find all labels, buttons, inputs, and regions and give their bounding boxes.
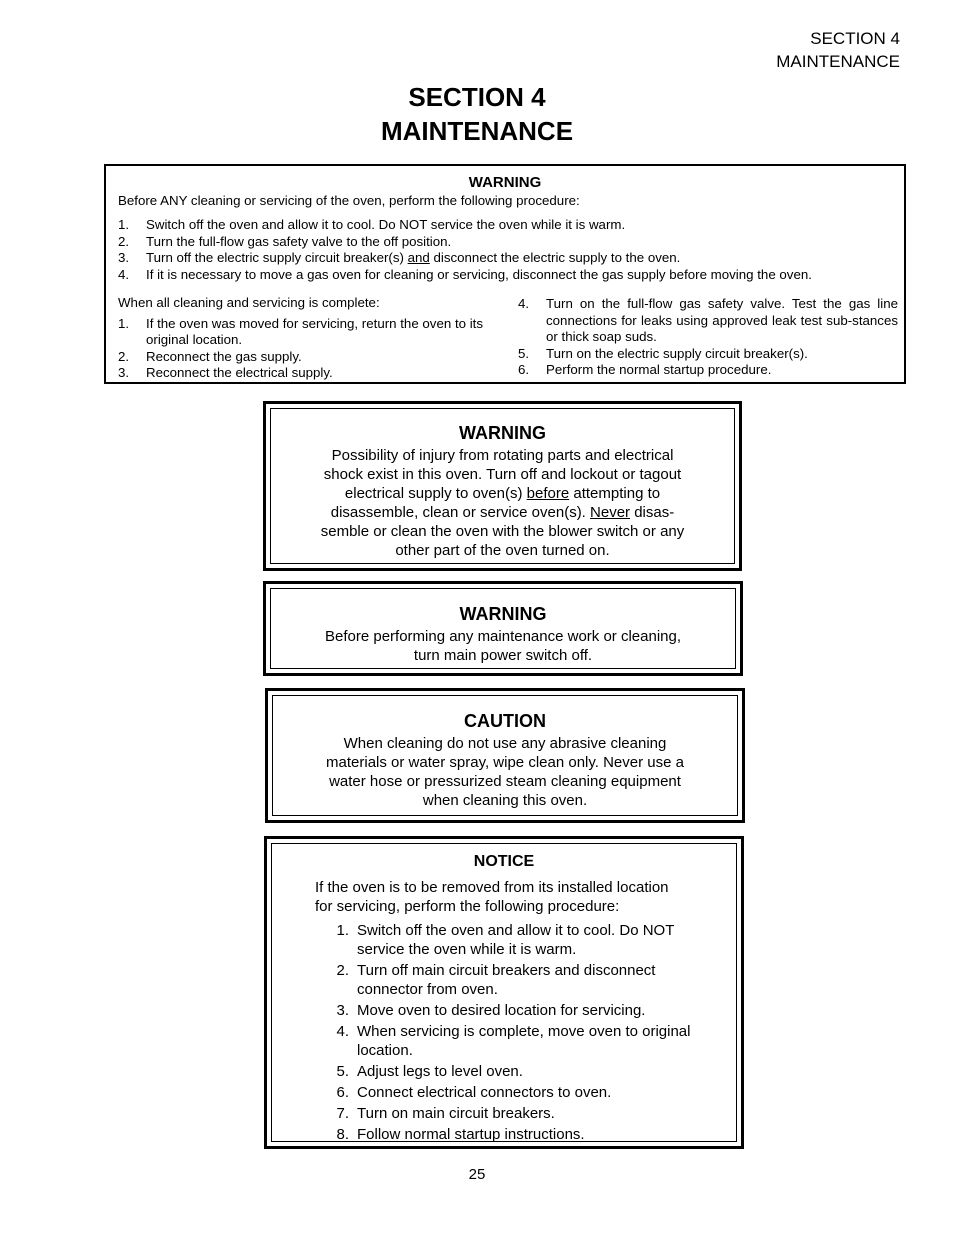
step-text xyxy=(357,1022,691,1060)
page-title-section: SECTION 4 xyxy=(408,82,546,112)
step-text: If the oven was moved for servicing, return the oven to its original location. xyxy=(146,315,484,347)
warning-intro: Before ANY cleaning or servicing of the oven, perform the following procedure: xyxy=(118,193,580,208)
text-segment: disas- xyxy=(630,504,675,521)
step-text-underlined: and xyxy=(407,250,430,265)
list-item xyxy=(118,316,500,349)
step-text-pre: Turn off the electric supply circuit breaker(s) xyxy=(146,250,408,265)
list-item xyxy=(319,1125,691,1144)
step-number: 6. xyxy=(336,1084,349,1101)
step-number: 2. xyxy=(118,233,130,249)
caution-line: when cleaning this oven. xyxy=(422,792,588,809)
step-text: Turn on the full-flow gas safety valve. Test the gas line connections for leaks using approved leak test sub-stances or thick soap suds. xyxy=(546,296,898,344)
step-text: Move oven to desired location for servicing. xyxy=(357,1002,646,1019)
step-text: Switch off the oven and allow it to cool. Do NOT service the oven while it is warm. xyxy=(146,217,626,232)
step-text xyxy=(357,921,674,959)
step-line: location. xyxy=(357,1042,413,1059)
text-segment: disassemble, clean or service oven(s). xyxy=(330,504,591,521)
caution-line: When cleaning do not use any abrasive cleaning xyxy=(343,735,667,752)
completion-steps-right xyxy=(518,296,898,379)
notice-title: NOTICE xyxy=(473,853,535,870)
list-item xyxy=(319,961,691,999)
caution-body xyxy=(268,734,742,810)
step-number: 7. xyxy=(336,1105,349,1122)
warning-body xyxy=(266,446,739,560)
running-header xyxy=(776,27,900,73)
warning-line: shock exist in this oven. Turn off and lockout or tagout xyxy=(323,466,682,483)
completion-steps-left xyxy=(118,295,500,382)
notice-intro xyxy=(315,878,669,916)
list-item xyxy=(319,1001,691,1020)
emphasis-never: Never xyxy=(590,504,631,521)
warning-title: WARNING xyxy=(459,423,546,443)
step-line: service the oven while it is warm. xyxy=(357,941,577,958)
step-text xyxy=(357,961,655,999)
warning-line: Possibility of injury from rotating parts and electrical xyxy=(331,447,674,464)
list-item xyxy=(118,250,898,267)
notice-intro-line: If the oven is to be removed from its installed location xyxy=(315,879,669,896)
list-item xyxy=(518,346,898,363)
list-item xyxy=(118,234,898,251)
list-item xyxy=(118,349,500,366)
warning-line: other part of the oven turned on. xyxy=(395,542,610,559)
warning-line xyxy=(266,503,739,522)
cleaning-warning-box xyxy=(104,164,906,384)
step-number: 2. xyxy=(118,348,130,364)
text-segment: electrical supply to oven(s) xyxy=(344,485,527,502)
list-item xyxy=(118,267,898,284)
rotating-parts-warning-box xyxy=(263,401,742,571)
cleaning-caution-box xyxy=(265,688,745,823)
list-item xyxy=(319,921,691,959)
relocation-notice-box xyxy=(264,836,744,1149)
step-number: 3. xyxy=(336,1002,349,1019)
warning-line: turn main power switch off. xyxy=(413,647,593,664)
step-number: 4. xyxy=(518,296,530,311)
step-text: Turn on the electric supply circuit breaker(s). xyxy=(546,345,808,361)
step-number: 1. xyxy=(118,217,130,232)
step-text: Perform the normal startup procedure. xyxy=(546,362,772,377)
warning-line: semble or clean the oven with the blower switch or any xyxy=(320,523,685,540)
running-header-title: MAINTENANCE xyxy=(776,52,900,71)
step-text: Reconnect the electrical supply. xyxy=(146,365,333,380)
warning-title: WARNING xyxy=(459,604,547,624)
step-line: Switch off the oven and allow it to cool. Do NOT xyxy=(357,922,675,939)
notice-steps xyxy=(319,921,691,1146)
list-item xyxy=(518,362,898,379)
warning-line xyxy=(266,484,739,503)
list-item xyxy=(118,217,898,234)
list-item xyxy=(118,365,500,382)
step-number: 1. xyxy=(336,922,349,939)
step-line: connector from oven. xyxy=(357,981,498,998)
emphasis-before: before xyxy=(526,485,570,502)
step-text: Connect electrical connectors to oven. xyxy=(357,1084,612,1101)
power-switch-warning-box xyxy=(263,581,743,676)
list-item xyxy=(319,1062,691,1081)
caution-title: CAUTION xyxy=(464,711,546,731)
notice-intro-line: for servicing, perform the following procedure: xyxy=(315,898,620,915)
step-number: 6. xyxy=(518,362,530,377)
cleaning-steps xyxy=(118,217,898,283)
step-number: 4. xyxy=(118,266,130,282)
step-text: Reconnect the gas supply. xyxy=(146,348,302,364)
running-header-section: SECTION 4 xyxy=(810,29,900,48)
step-number: 1. xyxy=(118,315,130,331)
list-item xyxy=(319,1104,691,1123)
text-segment: attempting to xyxy=(569,485,661,502)
caution-line: materials or water spray, wipe clean only. Never use a xyxy=(326,754,684,771)
step-number: 4. xyxy=(336,1023,349,1040)
step-number: 3. xyxy=(118,365,130,380)
page-title-maintenance: MAINTENANCE xyxy=(380,116,574,146)
step-text: Follow normal startup instructions. xyxy=(357,1126,585,1143)
completion-intro: When all cleaning and servicing is complete: xyxy=(118,295,380,310)
warning-body xyxy=(266,627,740,665)
list-item xyxy=(518,296,898,346)
step-number: 3. xyxy=(118,250,130,265)
step-number: 5. xyxy=(518,345,530,361)
step-text: If it is necessary to move a gas oven for cleaning or servicing, disconnect the gas supply before moving the oven. xyxy=(146,266,812,282)
step-text: Turn the full-flow gas safety valve to the off position. xyxy=(146,233,452,249)
page-title xyxy=(0,80,954,148)
warning-title: WARNING xyxy=(468,174,542,191)
page-number: 25 xyxy=(468,1166,486,1183)
step-number: 5. xyxy=(336,1063,349,1080)
step-text: Adjust legs to level oven. xyxy=(357,1063,523,1080)
caution-line: water hose or pressurized steam cleaning equipment xyxy=(329,773,681,790)
list-item xyxy=(319,1083,691,1102)
step-text xyxy=(146,250,680,267)
warning-line: Before performing any maintenance work or cleaning, xyxy=(324,628,682,645)
step-text-post: disconnect the electric supply to the oven. xyxy=(429,250,681,265)
step-line: When servicing is complete, move oven to original xyxy=(357,1023,691,1040)
step-line: Turn off main circuit breakers and disconnect xyxy=(357,962,656,979)
step-text: Turn on main circuit breakers. xyxy=(357,1105,555,1122)
step-number: 8. xyxy=(336,1126,349,1143)
list-item xyxy=(319,1022,691,1060)
step-number: 2. xyxy=(336,962,349,979)
